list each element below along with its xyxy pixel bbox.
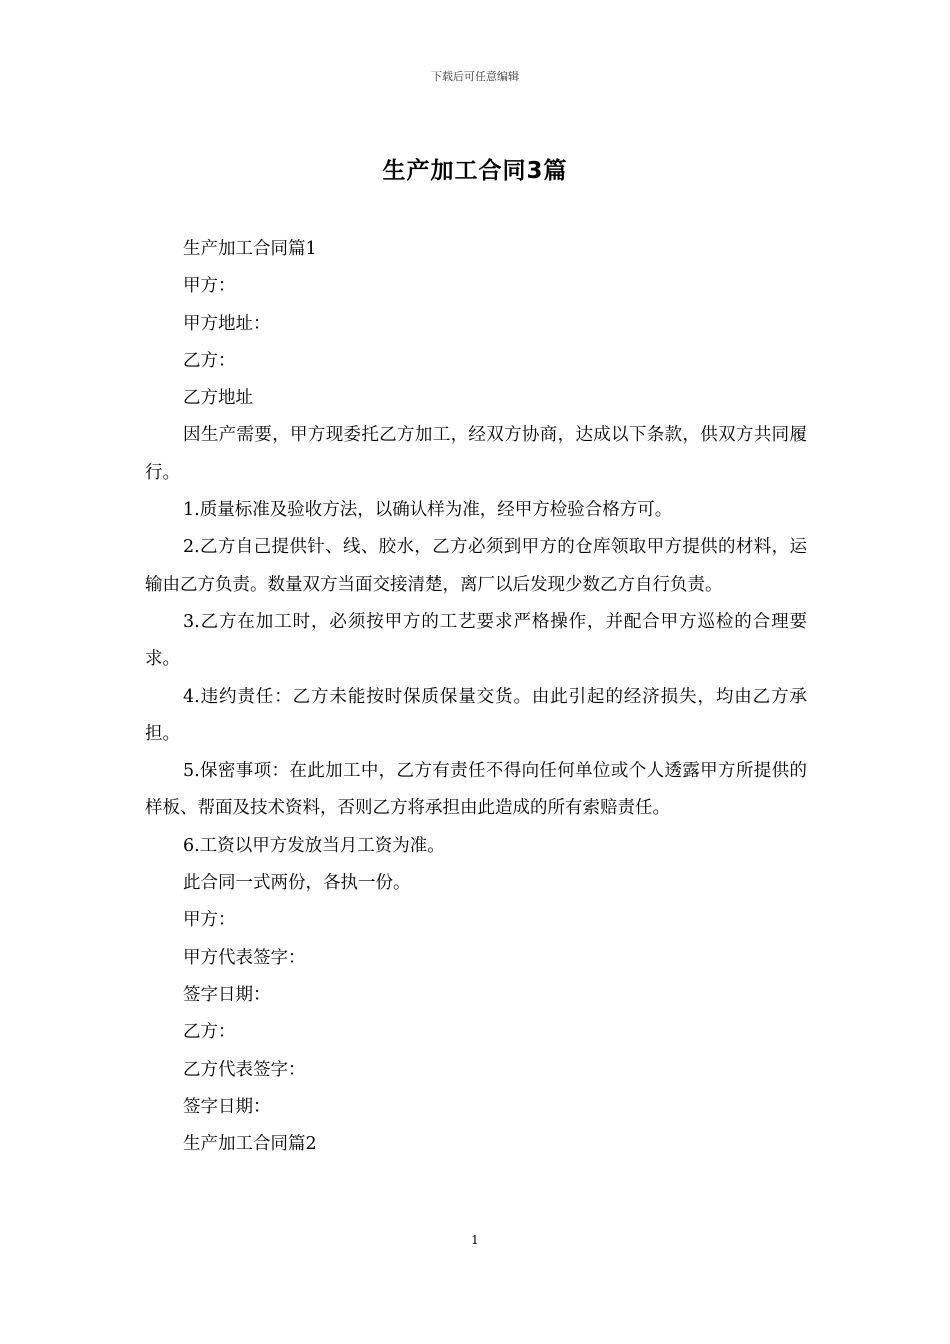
- paragraph-clause-3: 3.乙方在加工时，必须按甲方的工艺要求严格操作，并配合甲方巡检的合理要求。: [145, 611, 807, 670]
- paragraph-clause-2: 2.乙方自己提供针、线、胶水，乙方必须到甲方的仓库领取甲方提供的材料，运输由乙方负责。数量双方当面交接清楚，离厂以后发现少数乙方自行负责。: [145, 537, 807, 595]
- paragraph-signature-party-a: 甲方：: [183, 910, 236, 931]
- page-number: 1: [471, 1233, 479, 1247]
- paragraph-preamble: 因生产需要，甲方现委托乙方加工，经双方协商，达成以下条款，供双方共同履行。: [145, 425, 807, 483]
- paragraph-signature-party-b: 乙方：: [183, 1022, 236, 1043]
- paragraph-signature-date-a: 签字日期：: [183, 984, 271, 1005]
- document-body: [145, 231, 807, 1163]
- paragraph-party-a-address: 甲方地址：: [183, 313, 271, 334]
- paragraph-clause-4: 4.违约责任：乙方未能按时保质保量交货。由此引起的经济损失，均由乙方承担。: [145, 686, 807, 744]
- paragraph-section-heading-2: 生产加工合同篇2: [183, 1134, 317, 1155]
- document-title: 生产加工合同3篇: [382, 158, 568, 184]
- paragraph-clause-6: 6.工资以甲方发放当月工资为准。: [183, 835, 445, 856]
- paragraph-signature-party-b-rep: 乙方代表签字：: [183, 1059, 306, 1080]
- paragraph-party-a: 甲方：: [183, 276, 236, 297]
- paragraph-clause-5: 5.保密事项：在此加工中，乙方有责任不得向任何单位或个人透露甲方所提供的样板、帮面及技术资料，否则乙方将承担由此造成的所有索赔责任。: [145, 761, 807, 819]
- paragraph-signature-date-b: 签字日期：: [183, 1096, 271, 1117]
- paragraph-signature-party-a-rep: 甲方代表签字：: [183, 947, 306, 968]
- paragraph-party-b-address: 乙方地址: [183, 388, 253, 409]
- paragraph-party-b: 乙方：: [183, 350, 236, 371]
- paragraph-copies: 此合同一式两份，各执一份。: [183, 873, 411, 894]
- paragraph-section-heading-1: 生产加工合同篇1: [183, 239, 317, 259]
- paragraph-clause-1: 1.质量标准及验收方法，以确认样为准，经甲方检验合格方可。: [183, 500, 673, 521]
- header-note: 下载后可任意编辑: [431, 70, 519, 83]
